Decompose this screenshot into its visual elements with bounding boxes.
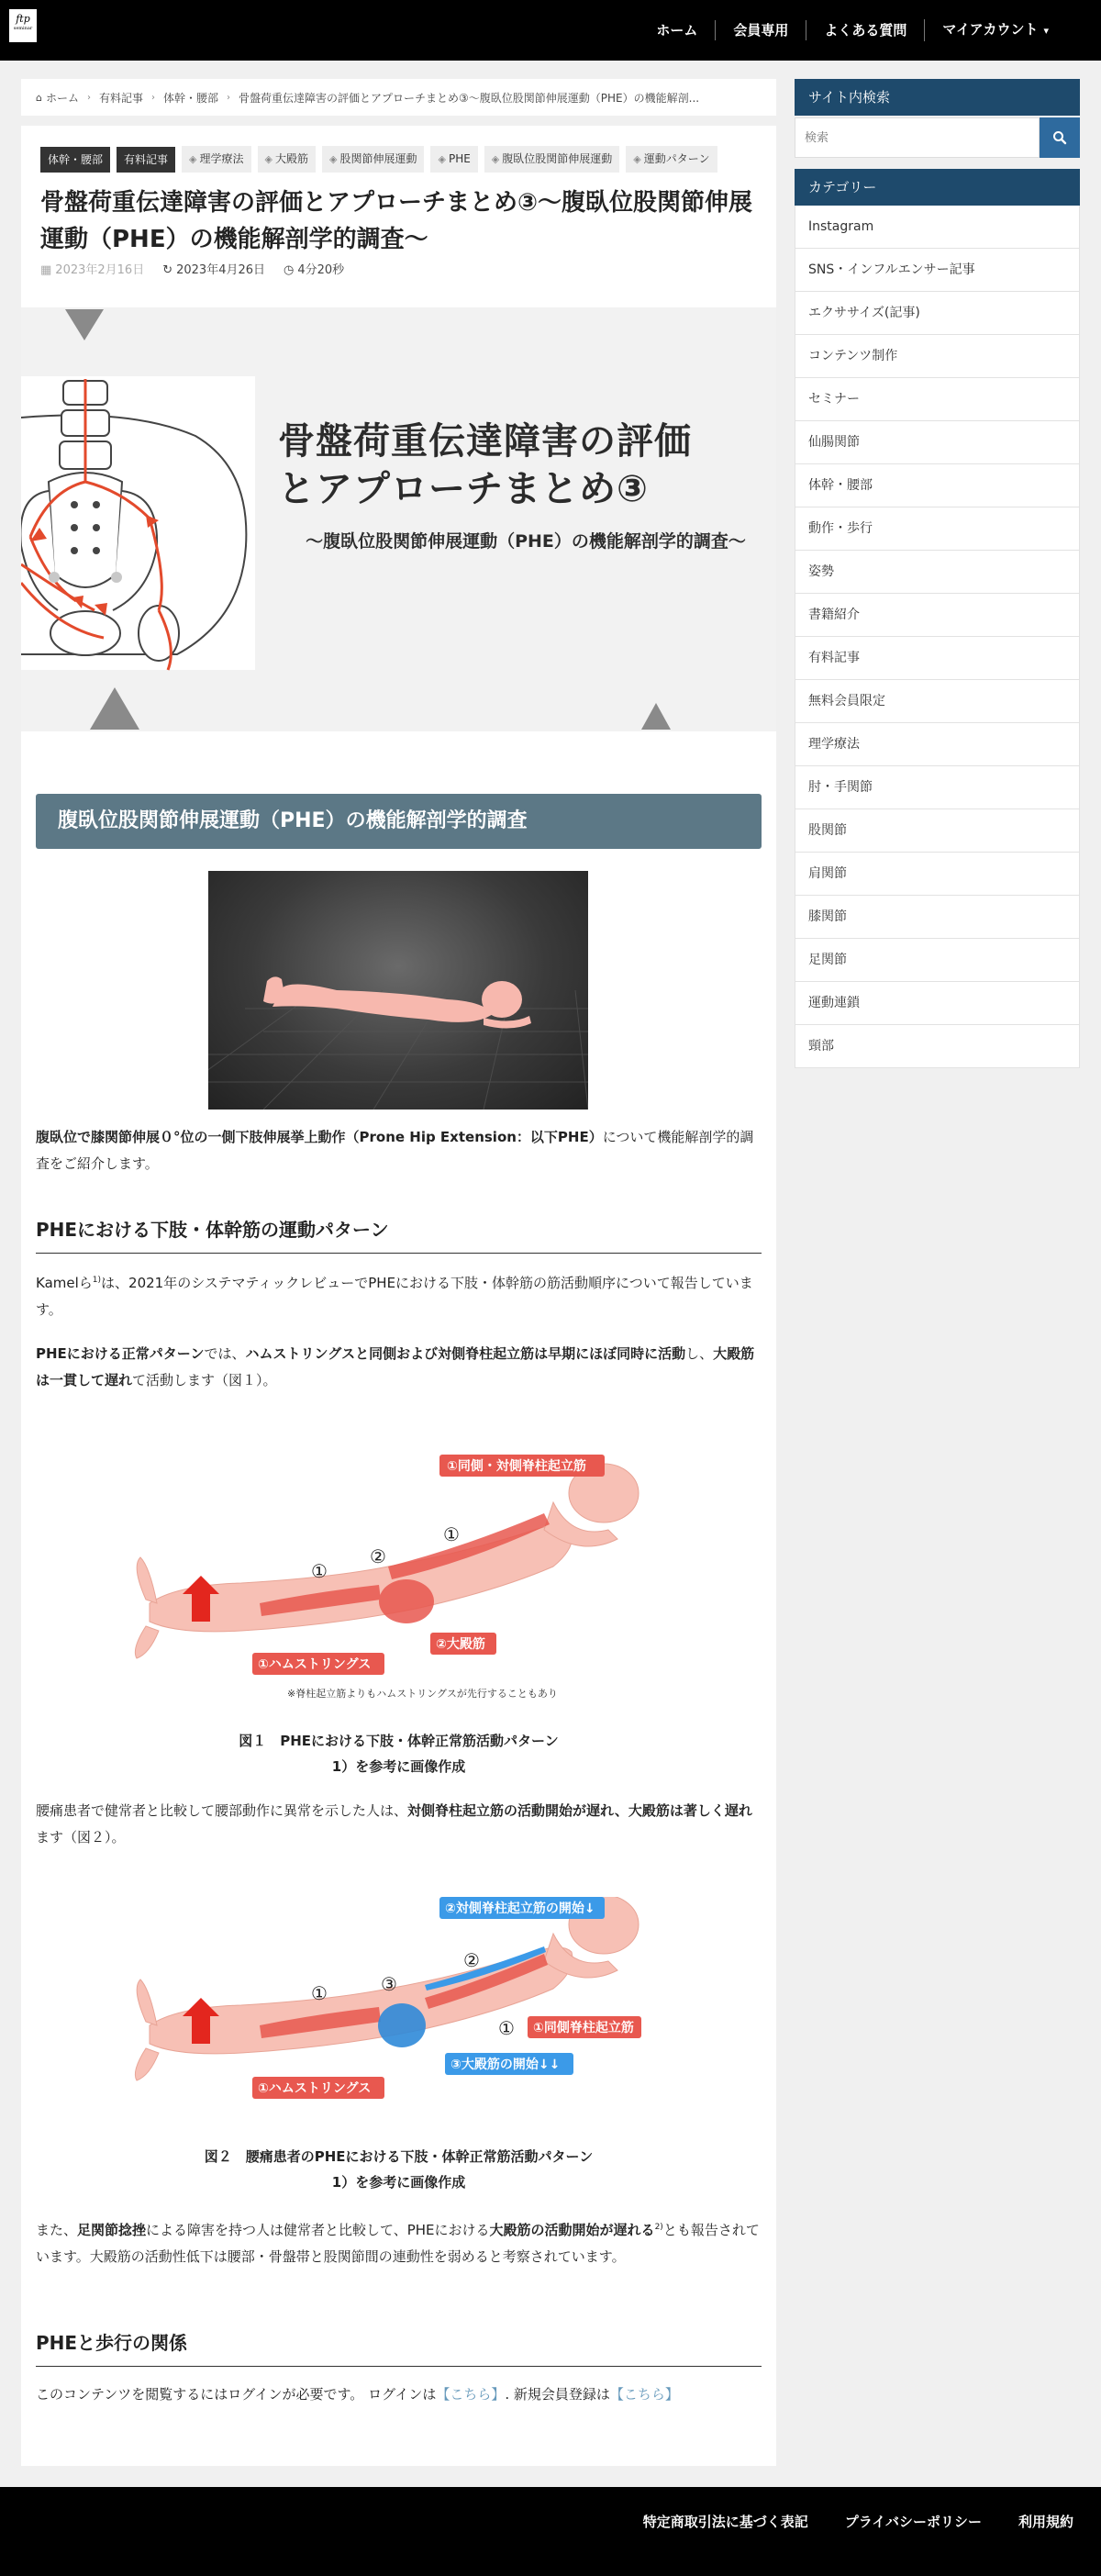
breadcrumb-separator-icon: › [227, 92, 231, 103]
category-item[interactable]: 姿勢 [795, 551, 1080, 594]
tag-icon: ◈ [633, 153, 641, 165]
breadcrumb-current: 骨盤荷重伝達障害の評価とアプローチまとめ③〜腹臥位股関節伸展運動（PHE）の機能解剖... [239, 91, 700, 105]
tag-label: 運動パターン [643, 152, 710, 165]
main-nav [639, 19, 1066, 41]
tag-link[interactable] [258, 146, 316, 173]
nav-home[interactable]: ホーム [656, 22, 698, 39]
breadcrumb-separator-icon: › [151, 92, 156, 103]
text: とも報告されています。大殿筋の活動性低下は腰部・骨盤帯と股関節間の連動性を弱めると考察されています。 [36, 2222, 760, 2265]
breadcrumb-trunk[interactable]: 体幹・腰部 [163, 91, 219, 105]
category-item[interactable]: 膝関節 [795, 896, 1080, 939]
figure1-note: ※脊柱起立筋よりもハムストリングスが先行することもあり [287, 1688, 558, 1700]
updated-date [162, 260, 265, 277]
paragraph-ankle-sprain [36, 2214, 762, 2270]
home-icon: ⌂ [36, 91, 42, 104]
bold-gmax-delay: 大殿筋は一貫して遅れ [36, 1345, 755, 1388]
register-link[interactable]: 【こちら】 [609, 2386, 679, 2403]
category-item[interactable]: 有料記事 [795, 637, 1080, 680]
search-button[interactable] [1040, 117, 1080, 158]
login-link[interactable]: 【こちら】 [436, 2386, 506, 2403]
footer-links [643, 2512, 1073, 2531]
category-item[interactable]: 理学療法 [795, 723, 1080, 766]
bold-hamstrings: ハムストリングスと同側および対側脊柱起立筋は早期にほぼ同時に活動 [245, 1345, 686, 1362]
num-label: ① [443, 1523, 460, 1545]
figure1-caption-line1: 図１ PHEにおける下肢・体幹正常筋活動パターン [239, 1733, 559, 1749]
posted-date [40, 260, 144, 277]
tag-label: 股関節伸展運動 [339, 152, 417, 165]
tag-link[interactable] [484, 146, 619, 173]
category-item[interactable]: 肘・手関節 [795, 766, 1080, 809]
tag-icon: ◈ [264, 153, 272, 165]
category-item[interactable]: 動作・歩行 [795, 507, 1080, 551]
site-footer [0, 2487, 1101, 2576]
register-text: . 新規会員登録は [505, 2386, 610, 2403]
figure2-caption-line1: 図２ 腰痛患者のPHEにおける下肢・体幹正常筋活動パターン [204, 2148, 594, 2165]
label-gmax-delay: ③大殿筋の開始↓↓ [450, 2057, 561, 2072]
category-item[interactable]: 体幹・腰部 [795, 464, 1080, 507]
footer-link-privacy[interactable]: プライバシーポリシー [844, 2514, 982, 2530]
subheading-movement-pattern: PHEにおける下肢・体幹筋の運動パターン [36, 1215, 762, 1254]
text: 腰痛患者で健常者と比較して腰部動作に異常を示した人は、 [36, 1802, 408, 1819]
tag-icon: ◈ [329, 153, 338, 165]
figure2-caption [36, 2144, 762, 2195]
bold-gmax-onset: 大殿筋の活動開始が遅れる [489, 2222, 655, 2238]
num-label: ① [311, 1560, 328, 1582]
num-label: ① [311, 1982, 328, 2004]
num-label: ② [463, 1949, 480, 1971]
category-item[interactable]: Instagram [795, 206, 1080, 249]
read-time-text: 4分20秒 [297, 263, 345, 277]
search-form [795, 117, 1080, 158]
num-label: ② [370, 1545, 386, 1567]
category-item[interactable]: 頸部 [795, 1025, 1080, 1068]
breadcrumb-paid[interactable]: 有料記事 [99, 91, 144, 105]
pelvis-illustration [21, 307, 776, 731]
tag-label: 理学療法 [199, 152, 244, 165]
category-item[interactable]: 書籍紹介 [795, 594, 1080, 637]
nav-members[interactable]: 会員専用 [715, 20, 806, 40]
text: による障害を持つ人は健常者と比較して、PHEにおける [146, 2222, 490, 2238]
tag-icon: ◈ [438, 153, 446, 165]
category-item[interactable]: SNS・インフルエンサー記事 [795, 249, 1080, 292]
label-contra-erector: ②対側脊柱起立筋の開始↓ [445, 1901, 595, 1916]
tag-link[interactable] [322, 146, 424, 173]
category-item[interactable]: 股関節 [795, 809, 1080, 853]
bold-ankle-sprain: 足関節捻挫 [77, 2222, 147, 2238]
num-label: ③ [381, 1973, 397, 1995]
intro-bold: 腹臥位で膝関節伸展０°位の一側下肢伸展挙上動作（Prone Hip Extension：以下PHE） [36, 1129, 603, 1145]
phe-figure-illustration [208, 871, 588, 1110]
search-widget-title: サイト内検索 [795, 79, 1080, 116]
text: では、 [204, 1345, 246, 1362]
bold-lbp-delay: 対側脊柱起立筋の活動開始が遅れ、大殿筋は著しく遅れ [407, 1802, 752, 1819]
figure2-caption-line2: 1）を参考に画像作成 [331, 2174, 466, 2191]
updated-date-text: 2023年4月26日 [176, 263, 266, 277]
category-item[interactable]: 運動連鎖 [795, 982, 1080, 1025]
paragraph-lbp-pattern [36, 1798, 762, 1851]
tag-icon: ◈ [491, 153, 500, 165]
figure1-caption [36, 1728, 762, 1779]
tag-label: PHE [448, 152, 471, 165]
intro-paragraph [36, 1124, 762, 1177]
tag-label: 大殿筋 [274, 152, 308, 165]
text-kamel: Kamelら [36, 1275, 93, 1291]
text: し、 [685, 1345, 714, 1362]
label-erector: ①同側・対側脊柱起立筋 [447, 1459, 586, 1474]
text: て活動します（図１）。 [132, 1372, 277, 1388]
tag-icon: ◈ [189, 153, 197, 165]
category-item[interactable]: エクササイズ(記事) [795, 292, 1080, 335]
num-label: ① [498, 2017, 515, 2039]
footer-link-terms[interactable]: 利用規約 [1018, 2514, 1073, 2530]
hero-title-line2: とアプローチまとめ③ [278, 468, 649, 510]
section-heading: 腹臥位股関節伸展運動（PHE）の機能解剖学的調査 [36, 794, 762, 849]
read-time [284, 260, 344, 277]
intro-text: について機能解剖学的調査をご紹介します。 [36, 1129, 754, 1172]
main-column [21, 79, 776, 2403]
category-badge[interactable]: 有料記事 [117, 147, 175, 173]
calendar-icon: ▦ [40, 263, 52, 277]
subheading-gait-relation: PHEと歩行の関係 [36, 2328, 762, 2367]
search-widget [795, 79, 1080, 158]
article-tags [40, 146, 717, 173]
hero-title [278, 418, 755, 513]
sidebar [795, 79, 1080, 1068]
breadcrumb-home[interactable]: ホーム [45, 91, 79, 105]
tag-link[interactable] [626, 146, 717, 173]
hero-subtitle: 〜腹臥位股関節伸展運動（PHE）の機能解剖学的調査〜 [306, 531, 746, 552]
label-hamstrings: ①ハムストリングス [258, 2081, 372, 2096]
tag-label: 腹臥位股関節伸展運動 [502, 152, 613, 165]
article-title: 骨盤荷重伝達障害の評価とアプローチまとめ③〜腹臥位股関節伸展運動（PHE）の機能解剖学的調査〜 [40, 189, 753, 253]
reference-sup: 2) [654, 2223, 663, 2232]
nav-faq[interactable]: よくある質問 [806, 20, 924, 40]
refresh-icon: ↻ [162, 263, 173, 277]
text-kamel-rest: は、2021年のシステマティックレビューでPHEにおける下肢・体幹筋の筋活動順序について報告しています。 [36, 1275, 753, 1318]
nav-my-account-label: マイアカウント [942, 21, 1039, 38]
phe-exercise-image [208, 871, 588, 1110]
label-hamstrings: ①ハムストリングス [258, 1657, 372, 1672]
login-text: このコンテンツを閲覧するにはログインが必要です。 ログインは [36, 2386, 437, 2403]
breadcrumb [21, 79, 776, 116]
site-header [0, 0, 1101, 61]
label-ipsi-erector: ①同側脊柱起立筋 [533, 2021, 634, 2035]
reference-sup: 1) [92, 1276, 102, 1285]
tag-link[interactable] [430, 146, 477, 173]
category-widget [795, 169, 1080, 1068]
clock-icon: ◷ [284, 263, 295, 277]
article-meta [40, 260, 344, 277]
label-gmax: ②大殿筋 [436, 1637, 485, 1652]
login-notice [36, 2381, 762, 2408]
figure1-diagram [113, 1429, 682, 1704]
search-input[interactable] [795, 117, 1040, 158]
logo-subtext: seminar [13, 26, 33, 31]
bold-normal-pattern: PHEにおける正常パターン [36, 1345, 205, 1362]
category-item[interactable]: 仙腸関節 [795, 421, 1080, 464]
text: また、 [36, 2222, 78, 2238]
category-widget-title: カテゴリー [795, 169, 1080, 206]
figure1-caption-line2: 1）を参考に画像作成 [331, 1758, 466, 1775]
hero-image [21, 307, 776, 731]
site-logo[interactable] [9, 9, 37, 42]
category-badge[interactable]: 体幹・腰部 [40, 147, 110, 173]
paragraph-kamel [36, 1267, 762, 1323]
chevron-down-icon: ▾ [1043, 25, 1049, 37]
nav-my-account[interactable] [924, 19, 1066, 41]
logo-text: ftp [16, 13, 30, 25]
category-item[interactable]: コンテンツ制作 [795, 335, 1080, 378]
category-item[interactable]: 無料会員限定 [795, 680, 1080, 723]
breadcrumb-separator-icon: › [87, 92, 91, 103]
search-icon [1052, 130, 1067, 145]
category-list [795, 206, 1080, 1068]
paragraph-normal-pattern [36, 1341, 762, 1394]
tag-link[interactable] [182, 146, 250, 173]
category-item[interactable]: 足関節 [795, 939, 1080, 982]
article [21, 126, 776, 2466]
figure2-diagram [113, 1897, 682, 2117]
text: ます（図２）。 [36, 1829, 126, 1846]
footer-link-tokushoho[interactable]: 特定商取引法に基づく表記 [642, 2514, 808, 2530]
category-item[interactable]: 肩関節 [795, 853, 1080, 896]
category-item[interactable]: セミナー [795, 378, 1080, 421]
posted-date-text: 2023年2月16日 [55, 263, 145, 277]
hero-title-line1: 骨盤荷重伝達障害の評価 [278, 420, 692, 463]
